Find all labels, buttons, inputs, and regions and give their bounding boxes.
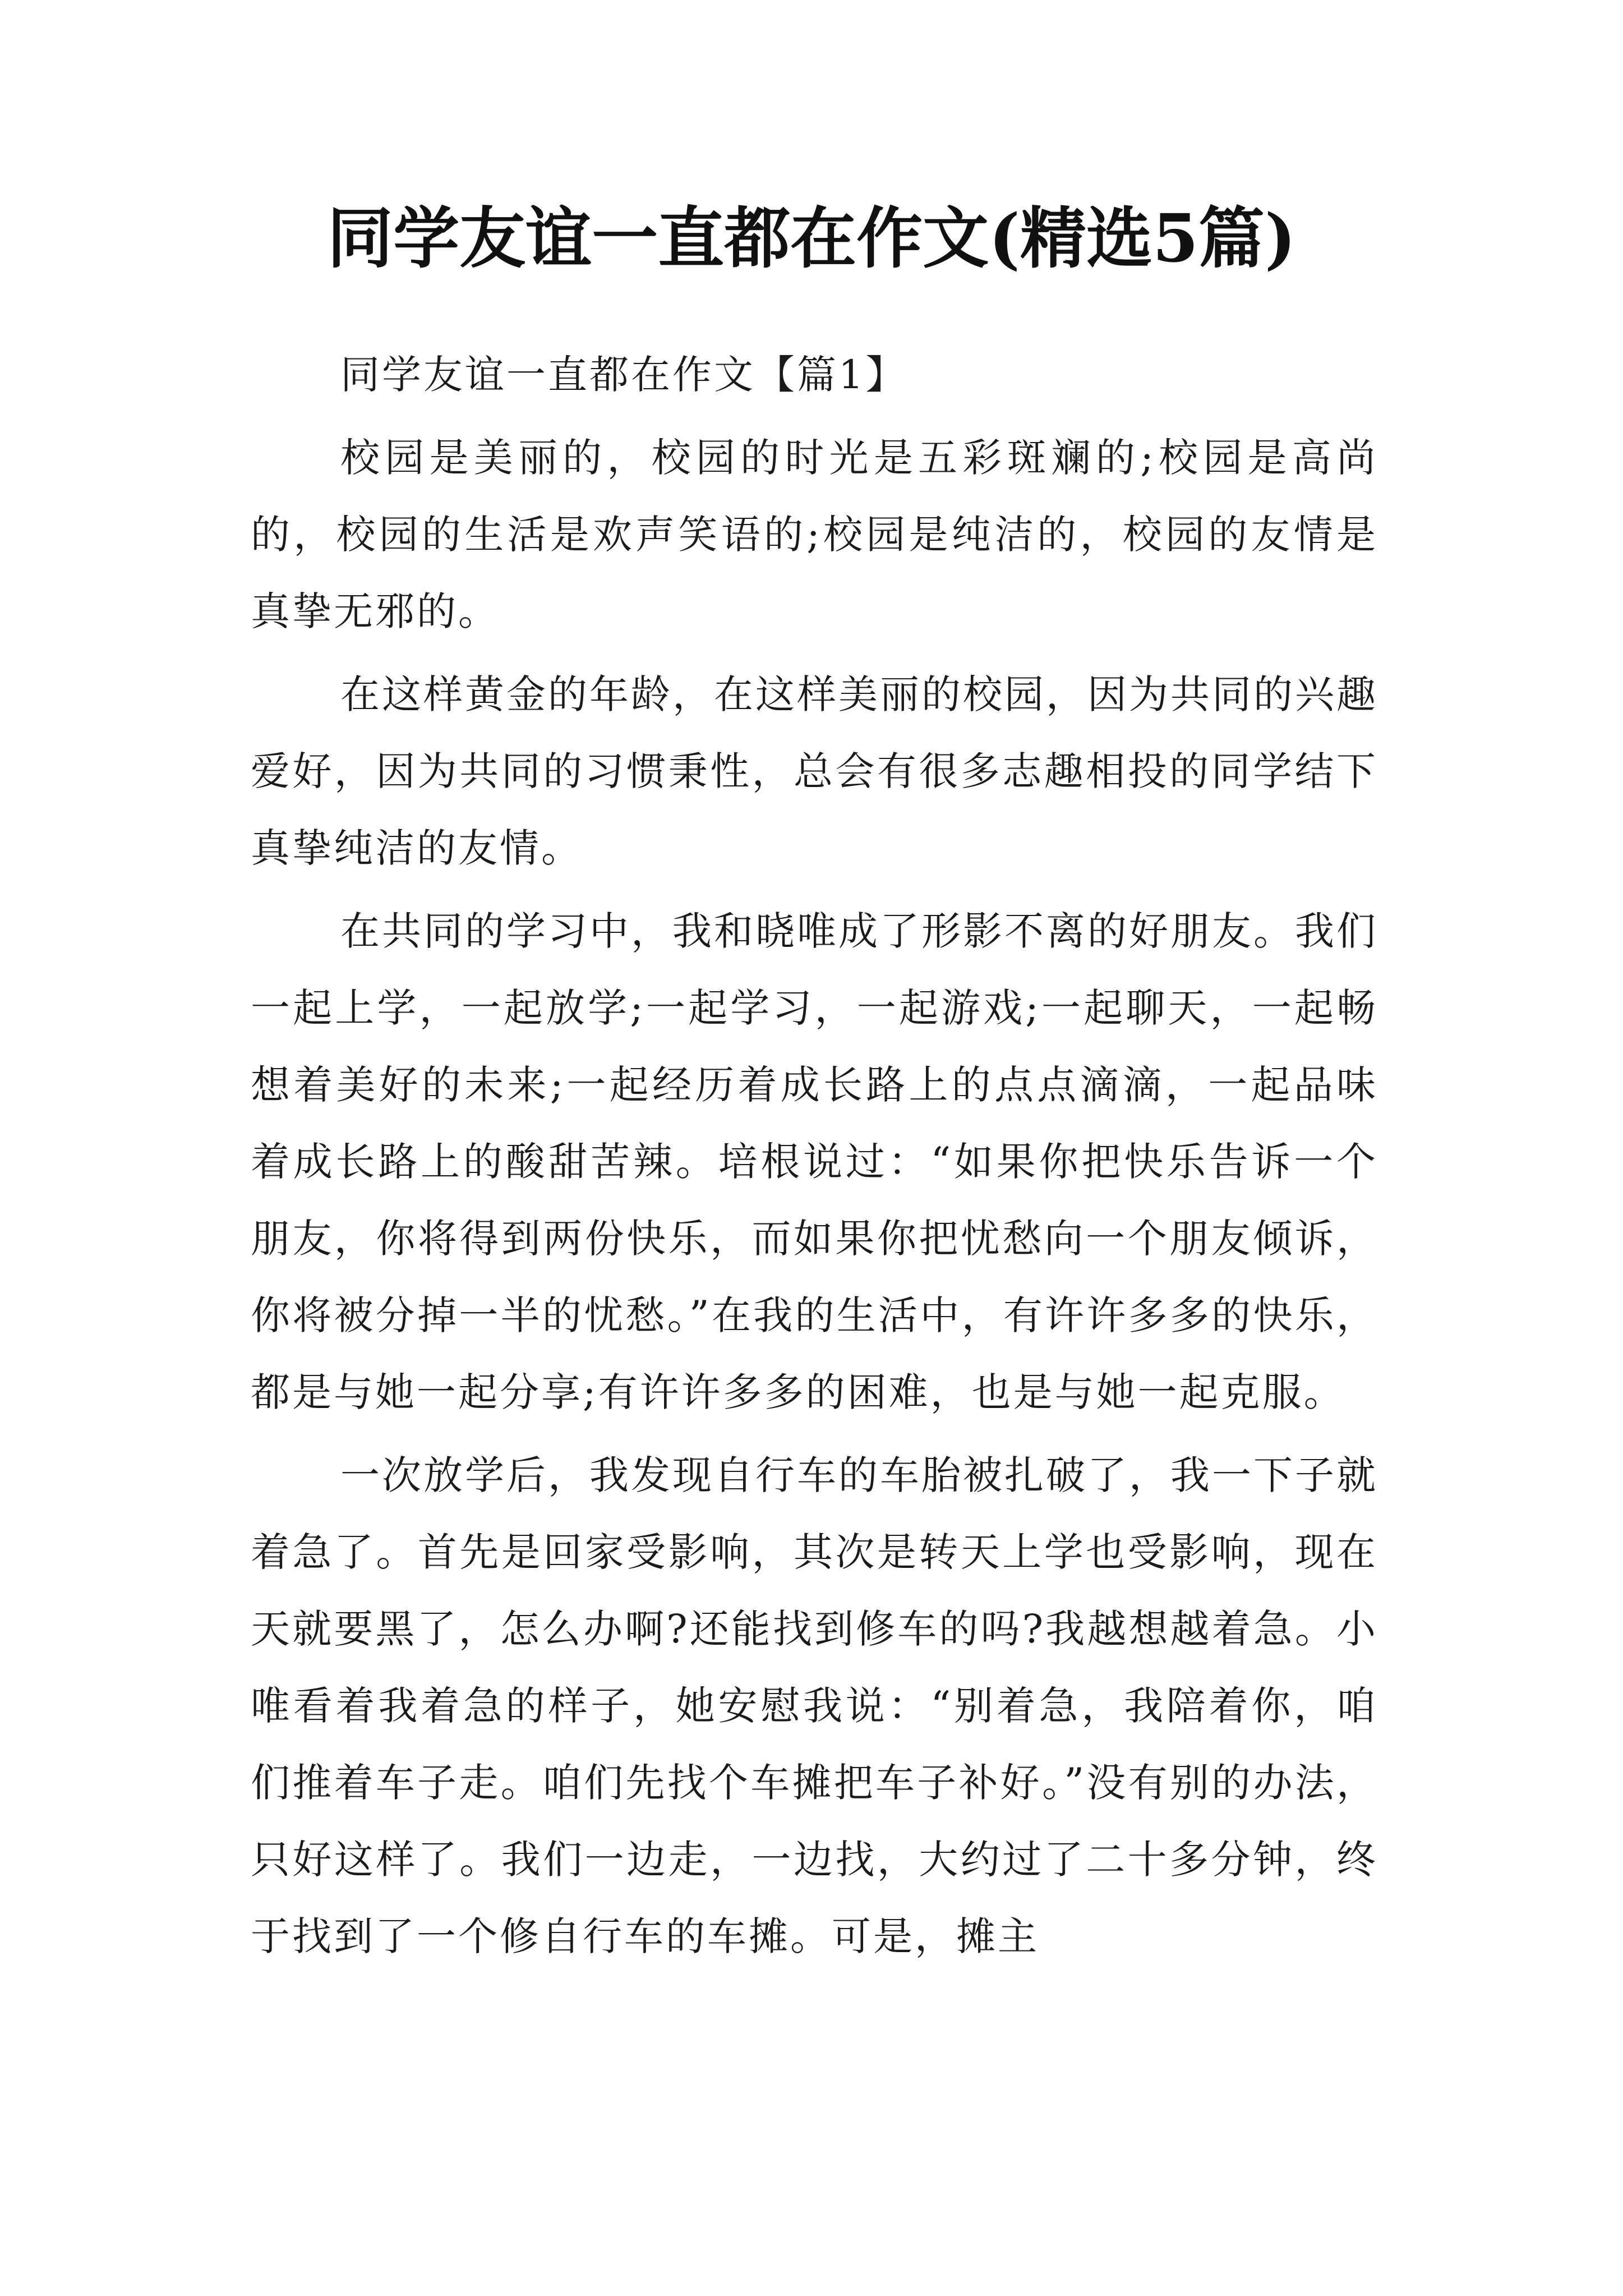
section-heading: 同学友谊一直都在作文【篇1】 [340, 352, 907, 398]
paragraph: 校园是美丽的，校园的时光是五彩斑斓的;校园是高尚的，校园的生活是欢声笑语的;校园是纯洁的，校园的友情是真挚无邪的。 [251, 435, 1378, 634]
paragraph: 在这样黄金的年龄，在这样美丽的校园，因为共同的兴趣爱好，因为共同的习惯秉性，总会有很多志趣相投的同学结下真挚纯洁的友情。 [251, 671, 1378, 871]
paragraph: 在共同的学习中，我和晓唯成了形影不离的好朋友。我们一起上学，一起放学;一起学习，一起游戏;一起聊天，一起畅想着美好的未来;一起经历着成长路上的点点滴滴，一起品味着成长路上的酸甜苦辣。培根说过：“如果你把快乐告诉一个朋友，你将得到两份快乐，而如果你把忧愁向一个朋友倾诉，你将被分掉一半的忧愁。”在我的生活中，有许许多多的快乐，都是与她一起分享;有许许多多的困难，也是与她一起克服。 [251, 908, 1378, 1415]
document-body [251, 337, 1378, 1981]
paragraph: 一次放学后，我发现自行车的车胎被扎破了，我一下子就着急了。首先是回家受影响，其次是转天上学也受影响，现在天就要黑了，怎么办啊?还能找到修车的吗?我越想越着急。小唯看着我着急的样子，她安慰我说：“别着急，我陪着你，咱们推着车子走。咱们先找个车摊把车子补好。”没有别的办法，只好这样了。我们一边走，一边找，大约过了二十多分钟，终于找到了一个修自行车的车摊。可是，摊主 [251, 1452, 1378, 1959]
document-title: 同学友谊一直都在作文(精选5篇) [327, 199, 1296, 277]
